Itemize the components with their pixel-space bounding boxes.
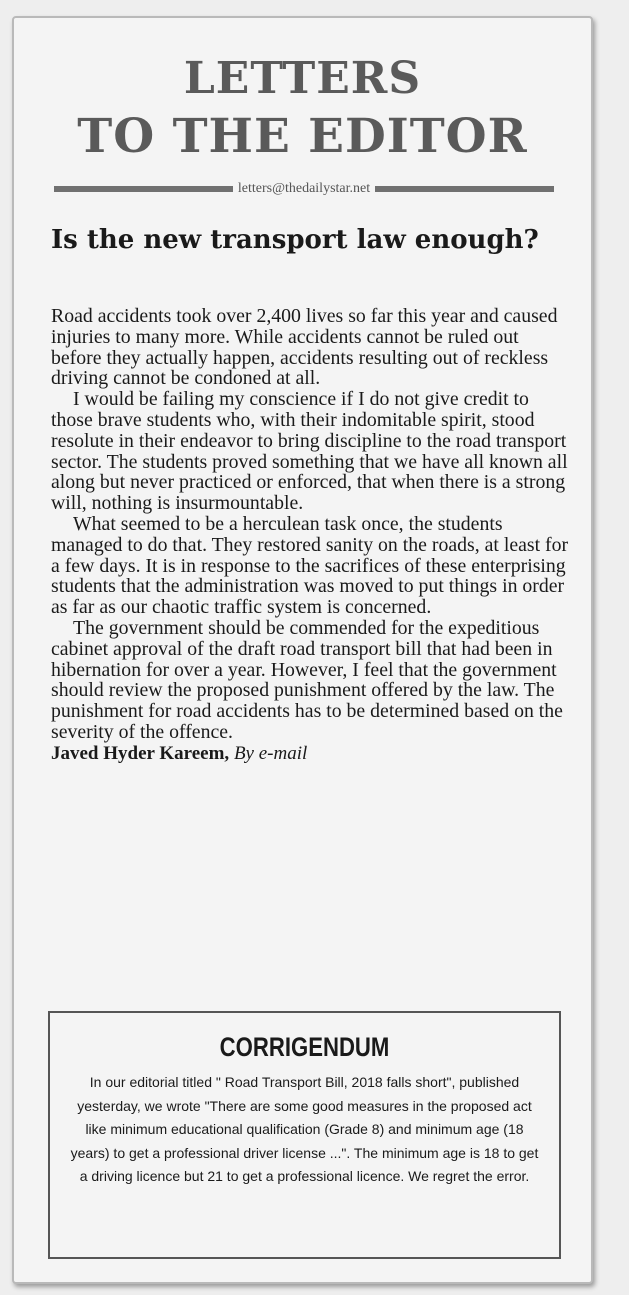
letter-paragraph: The government should be commended for the expeditious cabinet approval of the draft road transport bill that had been in hibernation for over a year. However, I feel that the government should review the proposed punishment offered by the law. The punishment for road accidents has to be determined based on the severity of the offence. bbox=[51, 616, 563, 743]
masthead-title-line2: TO THE EDITOR bbox=[77, 109, 528, 164]
letter-paragraph: What seemed to be a herculean task once, the students managed to do that. They restored sanity on the roads, at least for a few days. It is in response to the sacrifices of these enterprising students that the administration was moved to put things in order as far as our chaotic traffic system is concerned. bbox=[51, 512, 569, 619]
letter-body bbox=[51, 306, 573, 765]
divider-left bbox=[54, 186, 233, 192]
masthead-title-line1: LETTERS bbox=[183, 53, 422, 104]
author-name: Javed Hyder Kareem, bbox=[51, 742, 230, 764]
corrigendum-text: In our editorial titled " Road Transport Bill, 2018 falls short", published yesterday, we wrote "There are some good measures in the proposed act like minimum educational qualification (Grade 8) and minimum age (18 years) to get a professional driver license ...". The minimum age is 18 to get a driving licence but 21 to get a professional licence. We regret the error. bbox=[70, 1074, 539, 1184]
letter-signature bbox=[51, 743, 573, 765]
letter-headline: Is the new transport law enough? bbox=[51, 225, 539, 255]
corrigendum-title: CORRIGENDUM bbox=[219, 1032, 390, 1062]
divider-right bbox=[375, 186, 554, 192]
submission-method: By e-mail bbox=[233, 742, 308, 764]
letter-paragraph: Road accidents took over 2,400 lives so far this year and caused injuries to many more. While accidents cannot be ruled out before they actually happen, accidents resulting out of reckless driving cannot be condoned at all. bbox=[51, 305, 558, 390]
email-row bbox=[54, 181, 554, 197]
letters-page bbox=[12, 16, 593, 1284]
corrigendum-box bbox=[48, 1011, 561, 1259]
editor-email: letters@thedailystar.net bbox=[237, 181, 371, 196]
letter-paragraph: I would be failing my conscience if I do not give credit to those brave students who, with their indomitable spirit, stood resolute in their endeavor to bring discipline to the road transport sector. The students proved something that we have all known all along but never practiced or enforced, that when there is a strong will, nothing is insurmountable. bbox=[51, 388, 568, 515]
